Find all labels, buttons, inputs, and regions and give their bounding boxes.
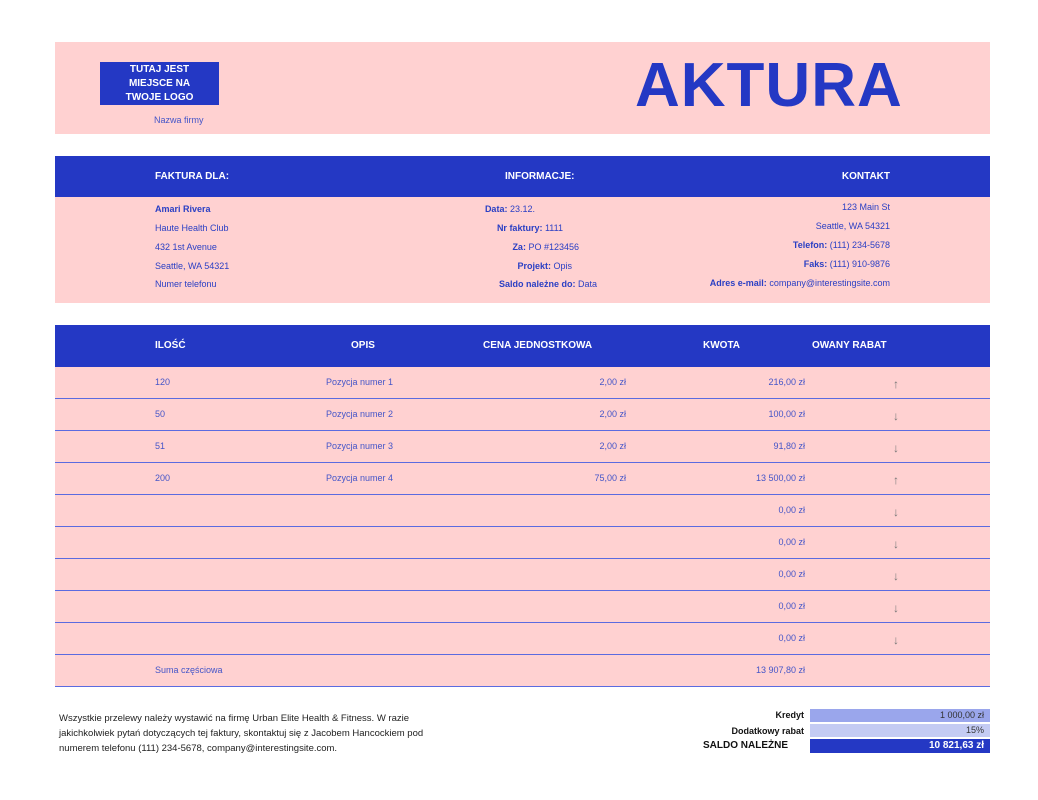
customer-street[interactable]: 432 1st Avenue (155, 242, 217, 252)
row-amount[interactable]: 13 500,00 zł (755, 473, 805, 483)
balance-value: 10 821,63 zł (810, 739, 990, 753)
payment-note[interactable]: Wszystkie przelewy należy wystawić na firmę Urban Elite Health & Fitness. W razie jakichkolwiek pytań dotyczących tej faktury, skontaktuj się z Jacobem Hancockiem pod numerem telefonu (111) 234-5678, company@interestingsite.com. (59, 713, 424, 754)
balance-label: SALDO NALEŻNE (703, 740, 788, 751)
row-amount[interactable]: 0,00 zł (778, 601, 805, 611)
row-amount[interactable]: 216,00 zł (768, 377, 805, 387)
contact-fax-label: Faks: (803, 259, 828, 269)
for-label: Za: (512, 242, 526, 252)
row-unit-price[interactable]: 2,00 zł (599, 377, 626, 387)
items-table-header (55, 325, 990, 367)
row-quantity[interactable]: 120 (155, 377, 171, 387)
due-value[interactable]: Data (577, 279, 597, 289)
table-row[interactable] (55, 495, 990, 527)
invoice-title[interactable]: AKTURA (635, 51, 903, 120)
contact-email-label: Adres e-mail: (709, 278, 767, 288)
table-row[interactable] (55, 591, 990, 623)
contact-phone-label: Telefon: (792, 240, 828, 250)
row-amount[interactable]: 91,80 zł (773, 441, 805, 451)
contact-city[interactable]: Seattle, WA 54321 (815, 221, 890, 231)
row-description[interactable]: Pozycja numer 3 (326, 441, 394, 451)
customer-company[interactable]: Haute Health Club (155, 223, 229, 233)
subtotal-row (55, 655, 990, 687)
row-quantity[interactable]: 50 (155, 409, 166, 419)
info-header-bar (55, 156, 990, 197)
due-label: Saldo należne do: (498, 279, 576, 289)
discount-label: Dodatkowy rabat (731, 726, 804, 736)
row-description[interactable]: Pozycja numer 1 (326, 377, 394, 387)
arrow-down-icon: ↓ (893, 441, 899, 455)
arrow-down-icon: ↓ (893, 601, 899, 615)
row-description[interactable]: Pozycja numer 4 (326, 473, 394, 483)
arrow-down-icon: ↓ (893, 633, 899, 647)
contact-phone-value[interactable]: (111) 234-5678 (829, 240, 890, 250)
row-unit-price[interactable]: 75,00 zł (594, 473, 626, 483)
arrow-down-icon: ↓ (893, 569, 899, 583)
table-row[interactable] (55, 559, 990, 591)
contact-fax-value[interactable]: (111) 910-9876 (829, 259, 890, 269)
row-amount[interactable]: 0,00 zł (778, 505, 805, 515)
customer-phone[interactable]: Numer telefonu (155, 279, 217, 289)
for-value[interactable]: PO #123456 (528, 242, 579, 252)
arrow-up-icon: ↑ (893, 377, 899, 391)
row-unit-price[interactable]: 2,00 zł (599, 409, 626, 419)
row-amount[interactable]: 0,00 zł (778, 569, 805, 579)
info-section (55, 197, 990, 303)
contact-email-value[interactable]: company@interestingsite.com (769, 278, 890, 288)
logo-text: TUTAJ JEST MIEJSCE NA TWOJE LOGO (125, 63, 194, 103)
row-description[interactable]: Pozycja numer 2 (326, 409, 394, 419)
row-amount[interactable]: 100,00 zł (768, 409, 805, 419)
row-quantity[interactable]: 51 (155, 441, 166, 451)
customer-city[interactable]: Seattle, WA 54321 (155, 261, 230, 271)
table-row[interactable] (55, 431, 990, 463)
items-table-body (55, 367, 990, 687)
arrow-down-icon: ↓ (893, 537, 899, 551)
arrow-up-icon: ↑ (893, 473, 899, 487)
invoice-number-value[interactable]: 1111 (544, 223, 563, 233)
row-quantity[interactable]: 200 (155, 473, 171, 483)
project-value[interactable]: Opis (553, 261, 572, 271)
row-unit-price[interactable]: 2,00 zł (599, 441, 626, 451)
logo-placeholder[interactable] (100, 62, 219, 105)
invoice-number-label: Nr faktury: (496, 223, 543, 233)
date-value[interactable]: 23.12. (509, 204, 535, 214)
details-heading: INFORMACJE: (505, 171, 575, 182)
customer-name[interactable]: Amari Rivera (155, 204, 211, 214)
subtotal-value: 13 907,80 zł (755, 665, 805, 675)
credit-value[interactable]: 1 000,00 zł (810, 709, 990, 722)
col-description[interactable]: OPIS (351, 340, 375, 351)
col-amount[interactable]: KWOTA (703, 340, 741, 351)
project-label: Projekt: (517, 261, 551, 271)
table-row[interactable] (55, 623, 990, 655)
table-row[interactable] (55, 367, 990, 399)
table-row[interactable] (55, 527, 990, 559)
col-quantity[interactable]: ILOŚĆ (155, 340, 186, 351)
credit-label: Kredyt (775, 710, 804, 720)
invoice-header (55, 42, 990, 134)
table-row[interactable] (55, 463, 990, 495)
company-name[interactable]: Nazwa firmy (154, 115, 204, 125)
contact-street[interactable]: 123 Main St (841, 202, 890, 212)
row-amount[interactable]: 0,00 zł (778, 537, 805, 547)
arrow-down-icon: ↓ (893, 409, 899, 423)
subtotal-label: Suma częściowa (155, 665, 223, 675)
table-row[interactable] (55, 399, 990, 431)
discount-value[interactable]: 15% (810, 724, 990, 737)
col-discount[interactable]: OWANY RABAT (812, 340, 887, 351)
row-amount[interactable]: 0,00 zł (778, 633, 805, 643)
arrow-down-icon: ↓ (893, 505, 899, 519)
contact-heading: KONTAKT (841, 171, 890, 182)
date-label: Data: (484, 204, 508, 214)
bill-to-heading: FAKTURA DLA: (155, 171, 230, 182)
col-unit-price[interactable]: CENA JEDNOSTKOWA (483, 340, 593, 351)
